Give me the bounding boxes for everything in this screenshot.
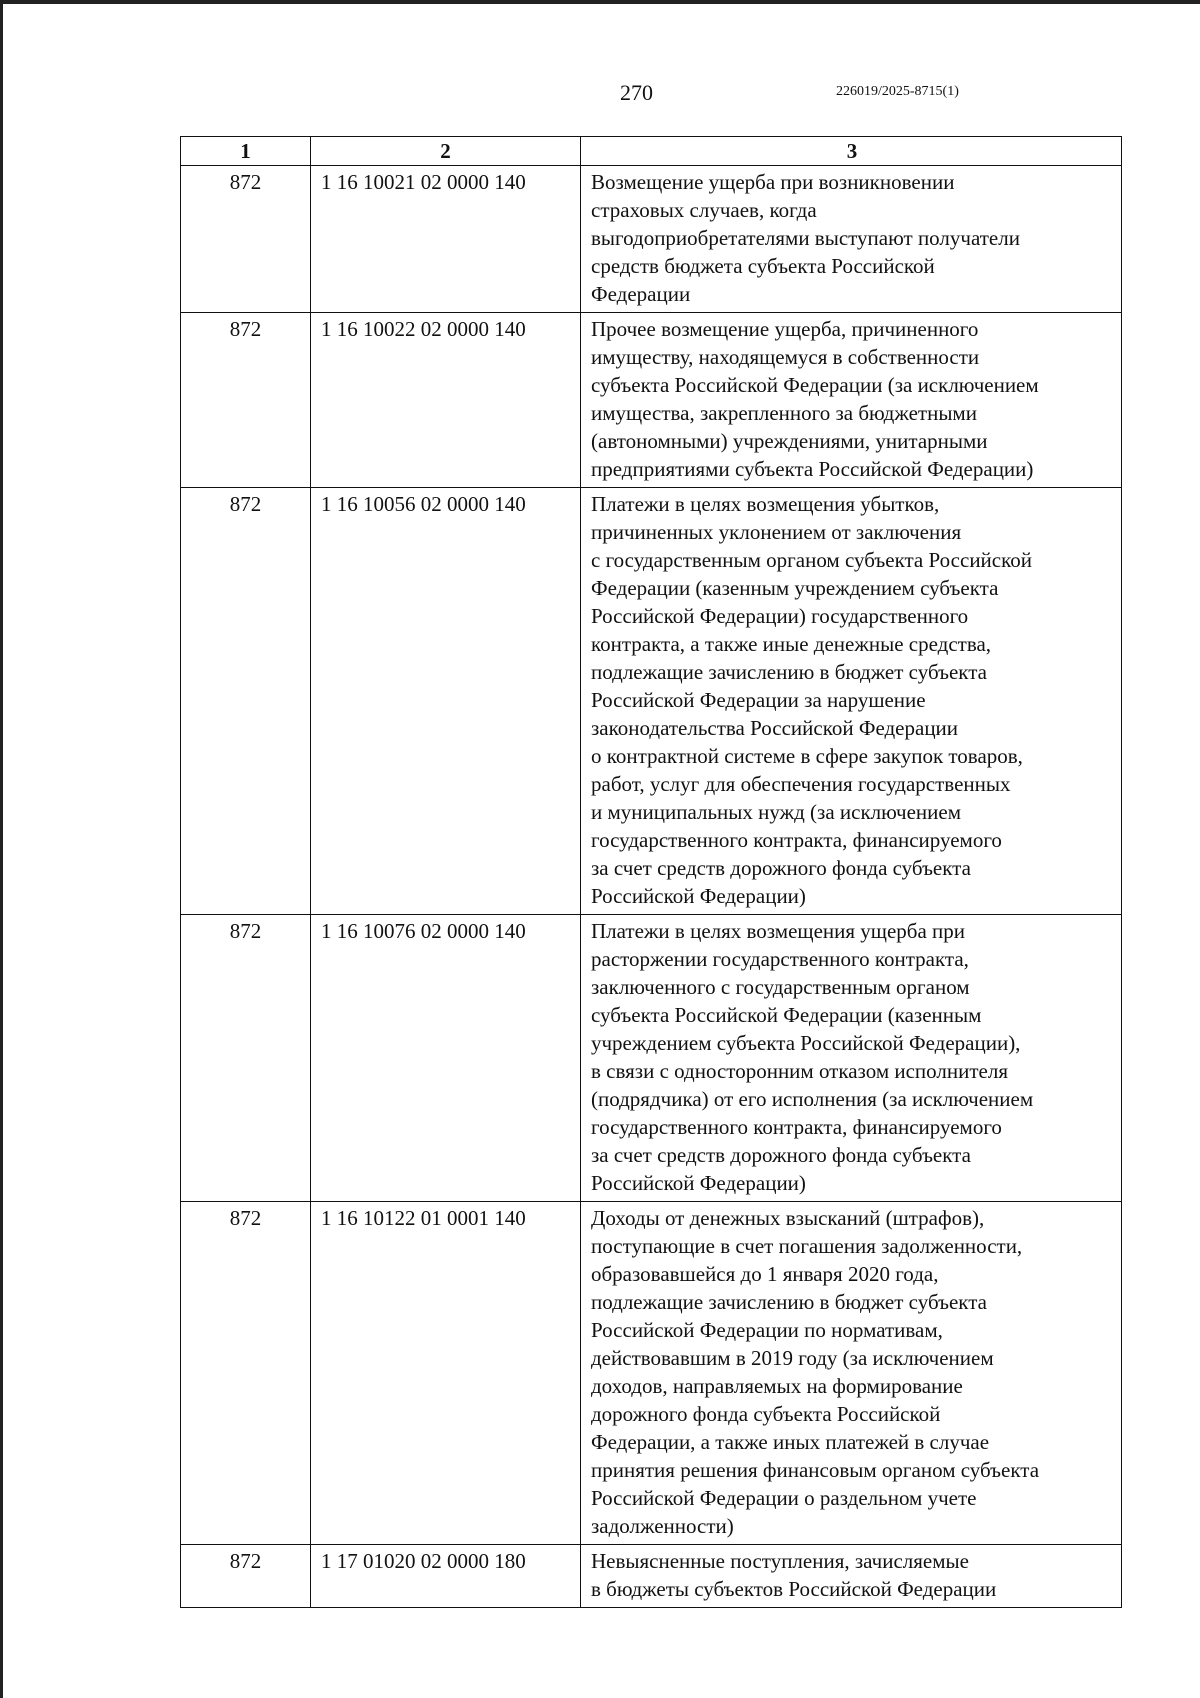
table-row [180, 914, 1122, 1201]
description-cell: Невыясненные поступления, зачисляемые в бюджеты субъектов Российской Федерации [591, 1549, 997, 1601]
table-header-row [180, 136, 1122, 165]
table-row [180, 312, 1122, 487]
budget-codes-table [180, 136, 1122, 1608]
budget-code-cell: 1 17 01020 02 0000 180 [311, 1545, 581, 1607]
column-header-3: 3 [846, 139, 858, 163]
page-number: 270 [620, 80, 653, 105]
budget-code-cell: 1 16 10021 02 0000 140 [311, 166, 581, 312]
budget-code-cell: 1 16 10076 02 0000 140 [311, 915, 581, 1201]
column-header-1: 1 [181, 137, 311, 165]
table-row [180, 1201, 1122, 1544]
column-header-2: 2 [311, 137, 581, 165]
admin-code-cell: 872 [181, 915, 311, 1201]
document-id: 226019/2025-8715(1) [836, 84, 959, 99]
description-cell: Доходы от денежных взысканий (штрафов), поступающие в счет погашения задолженности, образовавшейся до 1 января 2020 года, подлежащие зачислению в бюджет субъекта Российской Федерации по нормативам, действовавшим в 2019 году (за исключением доходов, направляемых на формирование дорожного фонда субъекта Российской Федерации, а также иных платежей в случае принятия решения финансовым органом субъекта Российской Федерации о раздельном учете задолженности) [591, 1206, 1040, 1538]
admin-code-cell: 872 [181, 1545, 311, 1607]
description-cell: Возмещение ущерба при возникновении страховых случаев, когда выгодоприобретателями выступают получатели средств бюджета субъекта Российской Федерации [591, 170, 1020, 306]
budget-code-cell: 1 16 10022 02 0000 140 [311, 313, 581, 487]
table-row [180, 487, 1122, 914]
admin-code-cell: 872 [181, 488, 311, 914]
scan-border-left [0, 0, 3, 1698]
admin-code-cell: 872 [181, 166, 311, 312]
table-row [180, 165, 1122, 312]
scan-border-top [0, 0, 1200, 4]
admin-code-cell: 872 [181, 1202, 311, 1544]
table-row [180, 1544, 1122, 1608]
budget-code-cell: 1 16 10056 02 0000 140 [311, 488, 581, 914]
admin-code-cell: 872 [181, 313, 311, 487]
description-cell: Платежи в целях возмещения ущерба при расторжении государственного контракта, заключенного с государственным органом субъекта Российской Федерации (казенным учреждением субъекта Российской Федерации), в связи с односторонним отказом исполнителя (подрядчика) от его исполнения (за исключением государственного контракта, финансируемого за счет средств дорожного фонда субъекта Российской Федерации) [591, 919, 1034, 1195]
description-cell: Прочее возмещение ущерба, причиненного имуществу, находящемуся в собственности субъекта Российской Федерации (за исключением имущества, закрепленного за бюджетными (автономными) учреждениями, унитарными предприятиями субъекта Российской Федерации) [591, 317, 1039, 481]
description-cell: Платежи в целях возмещения убытков, причиненных уклонением от заключения с государственным органом субъекта Российской Федерации (казенным учреждением субъекта Российской Федерации) государственного контракта, а также иные денежные средства, подлежащие зачислению в бюджет субъекта Российской Федерации за нарушение законодательства Российской Федерации о контрактной системе в сфере закупок товаров, работ, услуг для обеспечения государственных и муниципальных нужд (за исключением государственного контракта, финансируемого за счет средств дорожного фонда субъекта Российской Федерации) [591, 492, 1032, 908]
budget-code-cell: 1 16 10122 01 0001 140 [311, 1202, 581, 1544]
